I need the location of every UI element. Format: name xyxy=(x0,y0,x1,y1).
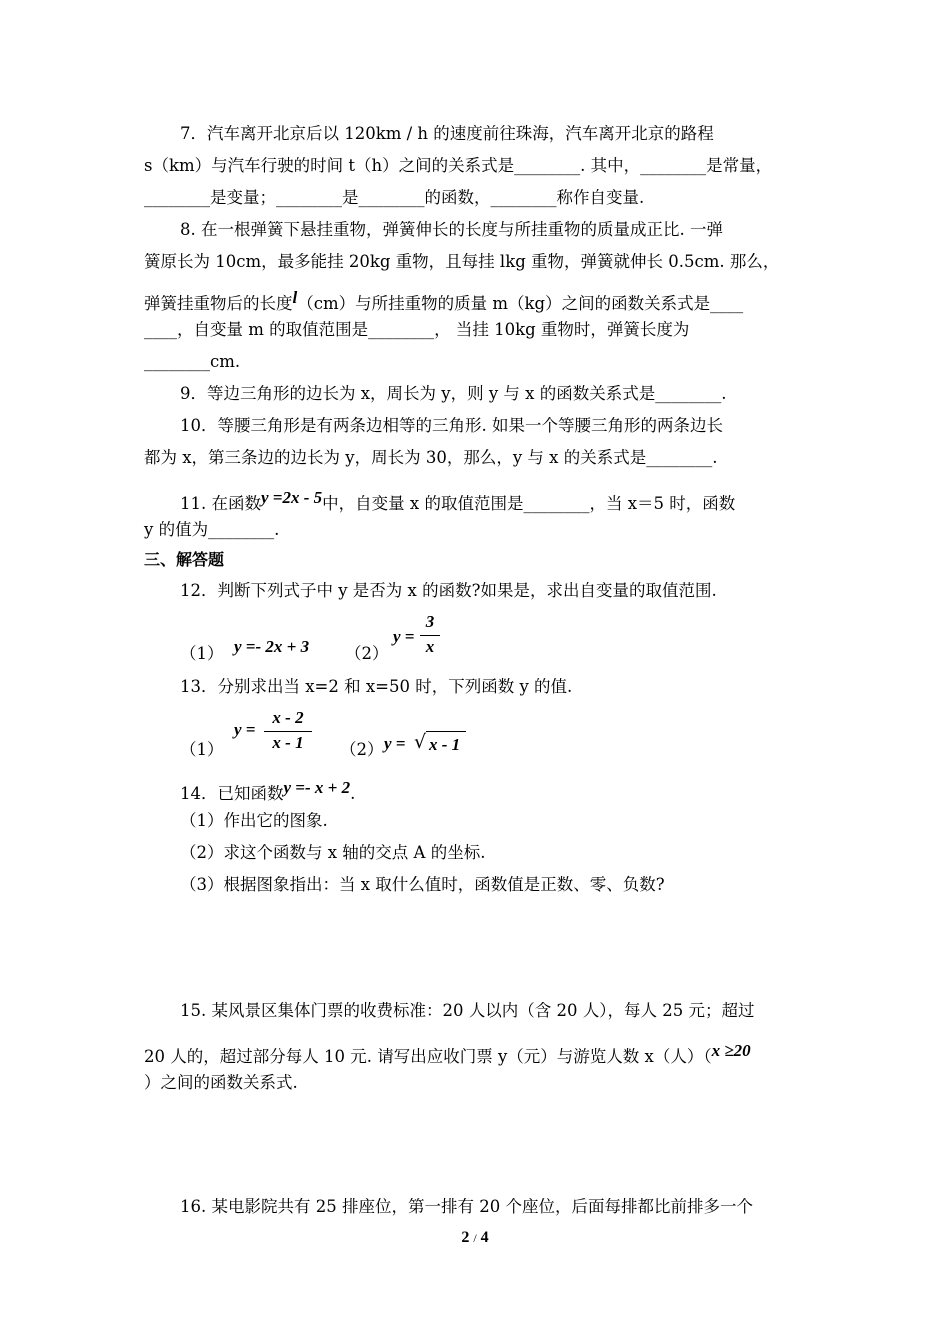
q15-line1: 15. 某风景区集体门票的收费标准：20 人以内（含 20 人），每人 25 元；超过 xyxy=(180,1001,755,1020)
q12-part2-label: （2） xyxy=(345,644,389,663)
q13-expression-1-lhs: y = xyxy=(234,720,256,739)
q11-function-expression: y =2x - 5 xyxy=(261,488,323,507)
q14-text-a: 14．已知函数 xyxy=(180,784,284,803)
q9-line1: 9．等边三角形的边长为 x，周长为 y，则 y 与 x 的函数关系式是________. xyxy=(180,384,727,403)
q13-fraction xyxy=(264,708,312,754)
q13-part1-label: （1） xyxy=(180,740,224,759)
q12-line1: 12．判断下列式子中 y 是否为 x 的函数?如果是，求出自变量的取值范围. xyxy=(180,581,717,600)
q8-line3 xyxy=(144,287,743,315)
page-separator: / xyxy=(473,1231,477,1245)
q12-expression-1: y =- 2x + 3 xyxy=(234,637,310,656)
q8-line1: 8. 在一根弹簧下悬挂重物，弹簧伸长的长度与所挂重物的质量成正比. 一弹 xyxy=(180,220,723,239)
q14-text-b: . xyxy=(350,784,356,803)
radical-bar xyxy=(426,731,466,732)
q13-line1: 13．分别求出当 x=2 和 x=50 时，下列函数 y 的值. xyxy=(180,677,573,696)
q13-part2-label: （2） xyxy=(340,740,384,759)
q14-step2: （2）求这个函数与 x 轴的交点 A 的坐标. xyxy=(180,843,486,862)
square-root-icon: √ xyxy=(414,731,427,753)
q8-line4: ____，自变量 m 的取值范围是________， 当挂 10kg 重物时，弹簧长度为 xyxy=(144,320,690,339)
q14-step1: （1）作出它的图象. xyxy=(180,811,328,830)
q15-line3: ）之间的函数关系式. xyxy=(144,1073,298,1092)
length-symbol: l xyxy=(292,288,298,307)
q12-fraction xyxy=(420,612,440,658)
q11-text-a: 11. 在函数 xyxy=(180,494,261,513)
q8-line2: 簧原长为 10cm，最多能挂 20kg 重物，且每挂 lkg 重物，弹簧就伸长 0.5cm. 那么， xyxy=(144,252,780,271)
q10-line1: 10．等腰三角形是有两条边相等的三角形. 如果一个等腰三角形的两条边长 xyxy=(180,416,723,435)
q11-text-b: 中，自变量 x 的取值范围是________，当 x＝5 时，函数 xyxy=(322,494,736,513)
q10-line2: 都为 x，第三条边的边长为 y，周长为 30，那么，y 与 x 的关系式是________. xyxy=(144,448,718,467)
q7-line3: ________是变量；________是________的函数，________称作自变量. xyxy=(144,188,645,207)
q12-fraction-numerator: 3 xyxy=(425,612,435,631)
q8-line3-text-a: 弹簧挂重物后的长度 xyxy=(144,294,293,313)
q14-step3: （3）根据图象指出：当 x 取什么值时，函数值是正数、零、负数? xyxy=(180,875,665,894)
q14-line1 xyxy=(180,777,355,805)
q8-line3-text-b: （cm）与所挂重物的质量 m（kg）之间的函数关系式是____ xyxy=(297,294,744,313)
q14-function-expression: y =- x + 2 xyxy=(283,778,351,797)
q12-part1-label: （1） xyxy=(180,644,224,663)
fraction-bar xyxy=(420,635,440,636)
q15-line2 xyxy=(144,1040,751,1068)
q16-line1: 16. 某电影院共有 25 排座位，第一排有 20 个座位，后面每排都比前排多一个 xyxy=(180,1197,753,1216)
q15-condition-expression: x ≥20 xyxy=(711,1041,751,1060)
q11-line2: y 的值为________. xyxy=(144,520,280,539)
section-heading: 三、解答题 xyxy=(144,550,225,569)
fraction-bar xyxy=(264,731,312,732)
page-total: 4 xyxy=(480,1229,489,1246)
q15-line2-text: 20 人的，超过部分每人 10 元. 请写出应收门票 y（元）与游览人数 x（人）（ xyxy=(144,1047,712,1066)
q12-fraction-denominator: x xyxy=(425,637,435,656)
q11-line1 xyxy=(180,487,735,515)
q13-fraction-numerator: x - 2 xyxy=(272,708,304,727)
q7-line1: 7．汽车离开北京后以 120km / h 的速度前往珠海，汽车离开北京的路程 xyxy=(180,124,714,143)
page-current: 2 xyxy=(461,1229,470,1246)
q8-line5: ________cm. xyxy=(144,352,241,371)
q7-line2: s（km）与汽车行驶的时间 t（h）之间的关系式是________. 其中，________是常量， xyxy=(144,156,773,175)
q13-expression-2-lhs: y = xyxy=(384,734,406,753)
q13-fraction-denominator: x - 1 xyxy=(272,733,304,752)
q12-expression-2-lhs: y = xyxy=(393,627,415,646)
page-number xyxy=(0,1229,950,1247)
q13-radicand: x - 1 xyxy=(429,735,461,754)
